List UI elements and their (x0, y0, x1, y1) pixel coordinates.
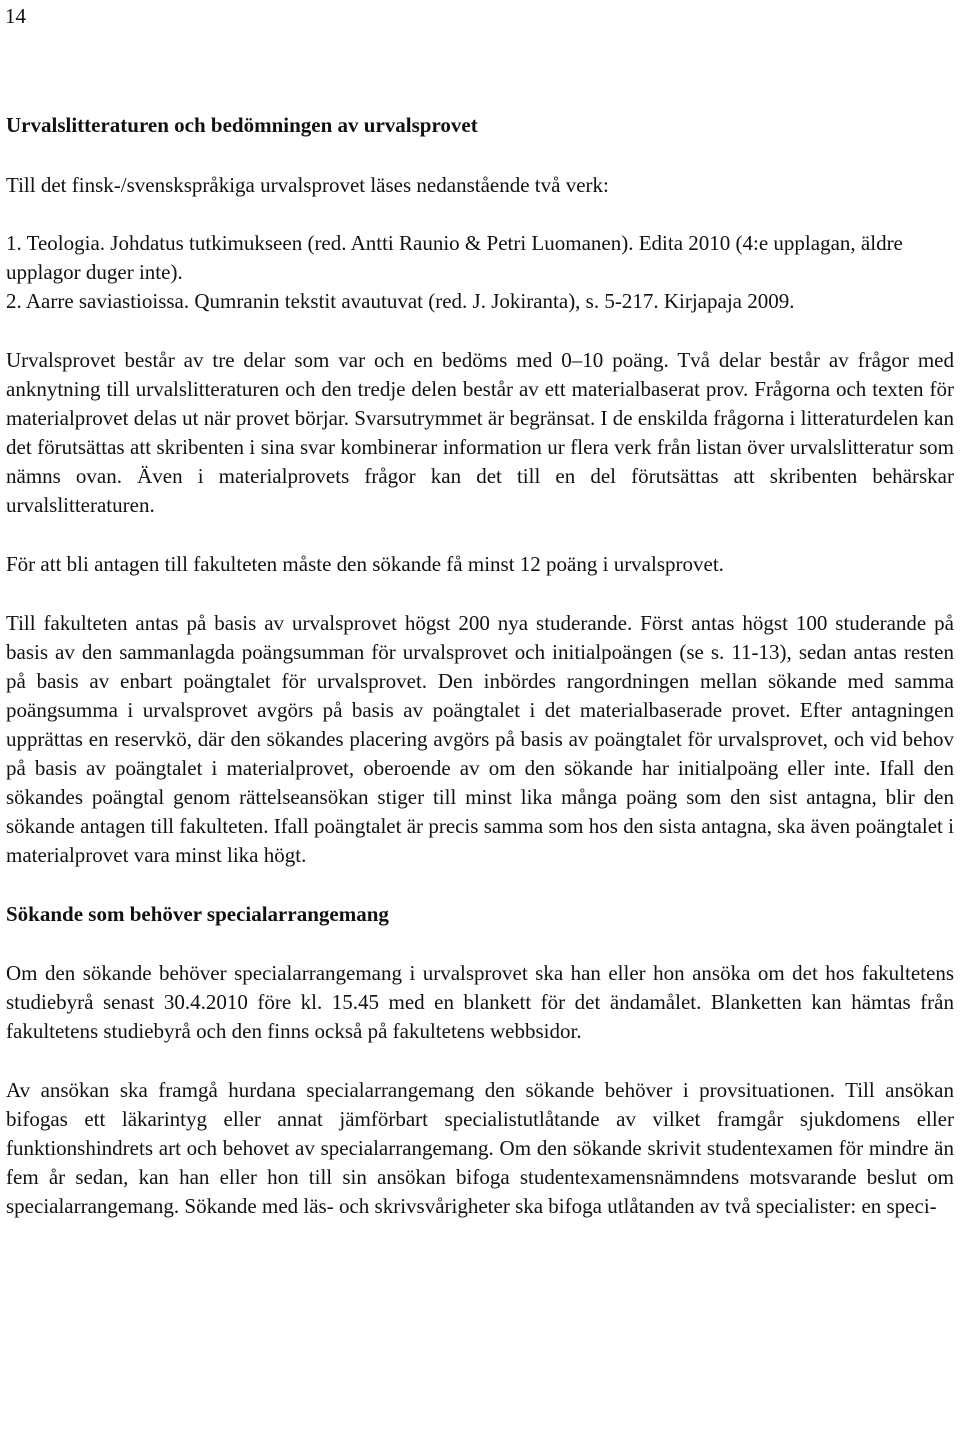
intro-paragraph: Till det finsk-/svenskspråkiga urvalsprovet läses nedanstående två verk: (6, 173, 609, 197)
admission-paragraph: Till fakulteten antas på basis av urvalsprovet högst 200 nya studerande. Först antas högst 100 studerande på basis av den sammanlagda poängsumman för urvalsprovet och initialpoängen (se s. 11-13), sedan antas resten på basis av enbart poängtalet för urvalsprovet. Den inbördes rangordningen mellan sökande med samma poängsumma i urvalsprovet avgörs på basis av poängtalet i det materialbaserade provet. Efter antagningen upprättas en reservkö, där den sökandes placering avgörs på basis av poängtalet för urvalsprovet, och vid behov på basis av poängtalet i materialprovet, oberoende av om den sökande har initialpoäng eller inte. Ifall den sökandes poängtal genom rättelseansökan stiger till minst lika många poäng som den sist antagna, blir den sökande antagen till fakulteten. Ifall poängtalet är precis samma som hos den sista antagna, ska även poängtalet i materialprovet vara minst lika högt. (6, 611, 954, 867)
page-content (6, 111, 954, 1221)
special-arrangements-paragraph-2: Av ansökan ska framgå hurdana specialarrangemang den sökande behöver i provsituationen. Till ansökan bifogas ett läkarintyg eller annat jämförbart specialistutlåtande av vilket framgår sjukdomens eller funktionshindrets art och behovet av specialarrangemang. Om den sökande skrivit studentexamen för mindre än fem år sedan, kan han eller hon till sin ansökan bifoga studentexamensnämndens motsvarande beslut om specialarrangemang. Sökande med läs- och skrivsvårigheter ska bifoga utlåtanden av två specialister: en speci- (6, 1078, 954, 1218)
book-item-2: 2. Aarre saviastioissa. Qumranin tekstit avautuvat (red. J. Jokiranta), s. 5-217. Kirjapaja 2009. (6, 289, 795, 313)
section-heading-special-arrangements: Sökande som behöver specialarrangemang (6, 902, 389, 926)
book-list (6, 229, 954, 316)
special-arrangements-paragraph-1: Om den sökande behöver specialarrangemang i urvalsprovet ska han eller hon ansöka om det hos fakultetens studiebyrå senast 30.4.2010 före kl. 15.45 med en blankett för det ändamålet. Blanketten kan hämtas från fakultetens studiebyrå och den finns också på fakultetens webbsidor. (6, 961, 954, 1043)
section-heading-literature: Urvalslitteraturen och bedömningen av urvalsprovet (6, 113, 478, 137)
page-number: 14 (5, 4, 26, 28)
book-item-1: 1. Teologia. Johdatus tutkimukseen (red. Antti Raunio & Petri Luomanen). Edita 2010 (4:e upplagan, äldre upplagor duger inte). (6, 231, 903, 284)
exam-structure-paragraph: Urvalsprovet består av tre delar som var och en bedöms med 0–10 poäng. Två delar består av frågor med anknytning till urvalslitteraturen och den tredje delen består av ett materialbaserat prov. Frågorna och texten för materialprovet delas ut när provet börjar. Svarsutrymmet är begränsat. I de enskilda frågorna i litteraturdelen kan det förutsättas att skribenten i sina svar kombinerar information ur flera verk från listan över urvalslitteratur som nämns ovan. Även i materialprovets frågor kan det till en del förutsättas att skribenten behärskar urvalslitteraturen. (6, 348, 954, 517)
minimum-score-paragraph: För att bli antagen till fakulteten måste den sökande få minst 12 poäng i urvalsprovet. (6, 552, 724, 576)
